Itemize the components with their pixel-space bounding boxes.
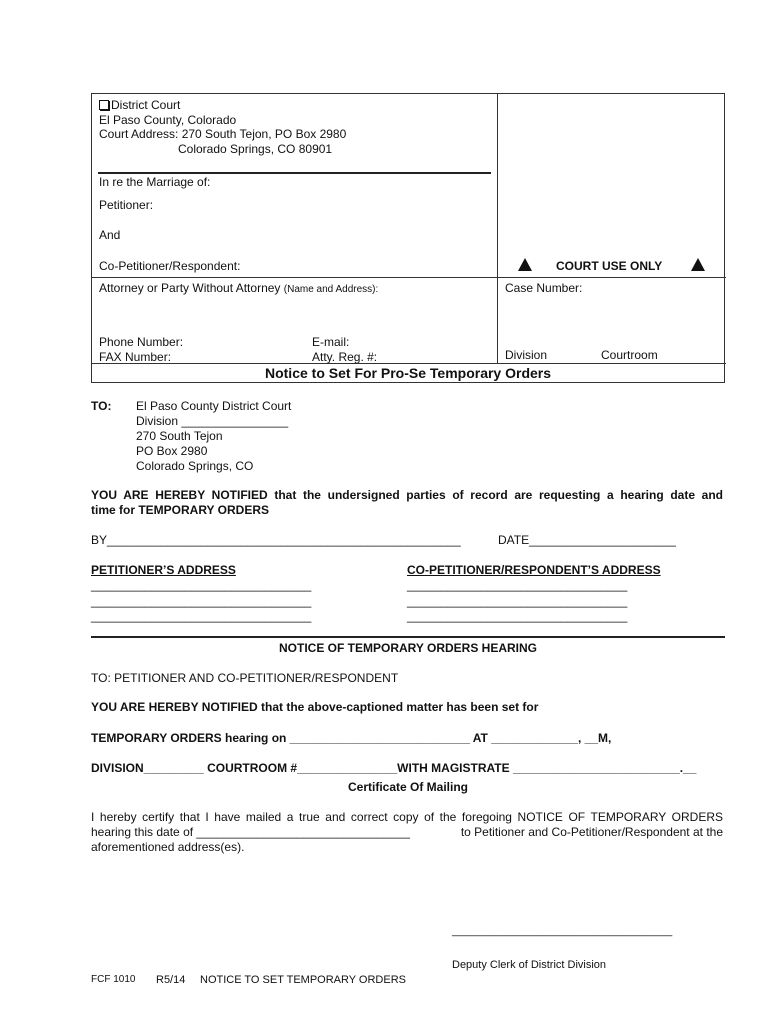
form-revision: R5/14 bbox=[156, 974, 186, 986]
attorney-label: Attorney or Party Without Attorney bbox=[99, 281, 281, 295]
court-name-row bbox=[99, 98, 180, 112]
caption-vertical-divider bbox=[497, 94, 498, 363]
to-line2: Division ________________ bbox=[136, 414, 289, 428]
to-line1: El Paso County District Court bbox=[136, 399, 292, 413]
to-line3: 270 South Tejon bbox=[136, 429, 223, 443]
form-number: FCF 1010 bbox=[91, 974, 136, 985]
deputy-clerk-label: Deputy Clerk of District Division bbox=[452, 959, 607, 971]
court-address-line1: Court Address: 270 South Tejon, PO Box 2980 bbox=[99, 127, 347, 141]
to-label: TO: bbox=[91, 399, 112, 413]
to-line5: Colorado Springs, CO bbox=[136, 459, 254, 473]
copetitioner-address-line[interactable]: _________________________________ bbox=[407, 609, 628, 623]
checkbox-icon[interactable] bbox=[99, 100, 109, 110]
petitioner-address-heading: PETITIONER’S ADDRESS bbox=[91, 563, 236, 577]
hearing-notified: YOU ARE HEREBY NOTIFIED that the above-captioned matter has been set for bbox=[91, 700, 539, 714]
and-label: And bbox=[99, 228, 121, 242]
phone-label: Phone Number: bbox=[99, 335, 184, 349]
copetitioner-address-line[interactable]: _________________________________ bbox=[407, 578, 628, 592]
certificate-line3: aforementioned address(es). bbox=[91, 840, 245, 854]
triangle-right-icon bbox=[691, 258, 705, 274]
caption-divider-title bbox=[92, 363, 726, 364]
marriage-label: In re the Marriage of: bbox=[99, 175, 211, 189]
deputy-clerk-signature-line[interactable]: ____________________________________ bbox=[452, 925, 673, 937]
certificate-line1: I hereby certify that I have mailed a true and correct copy of the foregoing NOTICE OF TEMPORARY ORDERS bbox=[91, 810, 723, 824]
copetitioner-address-line[interactable]: _________________________________ bbox=[407, 594, 628, 608]
form-name: NOTICE TO SET TEMPORARY ORDERS bbox=[200, 974, 406, 986]
certificate-line2-right: to Petitioner and Co-Petitioner/Respondent at the bbox=[460, 825, 723, 839]
notice-line2: time for TEMPORARY ORDERS bbox=[91, 503, 270, 517]
triangle-left-icon bbox=[518, 258, 532, 274]
division-courtroom-line[interactable]: DIVISION_________ COURTROOM #_______________WITH MAGISTRATE _________________________.__ bbox=[91, 761, 697, 775]
copetitioner-address-heading: CO-PETITIONER/RESPONDENT’S ADDRESS bbox=[407, 563, 661, 577]
atty-reg-label: Atty. Reg. #: bbox=[312, 350, 378, 364]
hearing-to-line: TO: PETITIONER AND CO-PETITIONER/RESPONDENT bbox=[91, 671, 399, 685]
email-label: E-mail: bbox=[312, 335, 350, 349]
petitioner-address-line[interactable]: _________________________________ bbox=[91, 594, 312, 608]
to-line4: PO Box 2980 bbox=[136, 444, 208, 458]
division-label: Division bbox=[505, 348, 548, 362]
notice-line1: YOU ARE HEREBY NOTIFIED that the undersigned parties of record are requesting a hearing date and bbox=[91, 488, 723, 502]
court-use-only: COURT USE ONLY bbox=[556, 259, 663, 273]
court-name: District Court bbox=[111, 98, 181, 112]
caption-divider-attorney bbox=[92, 277, 726, 278]
hearing-heading: NOTICE OF TEMPORARY ORDERS HEARING bbox=[278, 641, 538, 655]
petitioner-address-line[interactable]: _________________________________ bbox=[91, 578, 312, 592]
caption-box bbox=[91, 93, 725, 383]
date-line[interactable]: DATE______________________ bbox=[498, 533, 676, 547]
certificate-line2-left[interactable]: hearing this date of ________________________________ bbox=[91, 825, 410, 839]
case-number-label: Case Number: bbox=[505, 281, 583, 295]
petitioner-label: Petitioner: bbox=[99, 198, 154, 212]
attorney-row bbox=[99, 281, 378, 295]
fax-label: FAX Number: bbox=[99, 350, 172, 364]
court-address-line2: Colorado Springs, CO 80901 bbox=[178, 142, 333, 156]
caption-court-rule bbox=[98, 172, 491, 174]
form-title: Notice to Set For Pro-Se Temporary Orders bbox=[264, 365, 552, 381]
county: El Paso County, Colorado bbox=[99, 113, 237, 127]
petitioner-address-line[interactable]: _________________________________ bbox=[91, 609, 312, 623]
courtroom-label: Courtroom bbox=[601, 348, 658, 362]
by-signature-line[interactable]: BY_____________________________________________________ bbox=[91, 533, 461, 547]
copetitioner-label: Co-Petitioner/Respondent: bbox=[99, 259, 241, 273]
attorney-note: (Name and Address): bbox=[283, 284, 379, 295]
certificate-heading: Certificate Of Mailing bbox=[347, 780, 469, 794]
temporary-orders-line[interactable]: TEMPORARY ORDERS hearing on ___________________________ AT _____________, __M, bbox=[91, 731, 612, 745]
section-divider bbox=[91, 636, 725, 638]
